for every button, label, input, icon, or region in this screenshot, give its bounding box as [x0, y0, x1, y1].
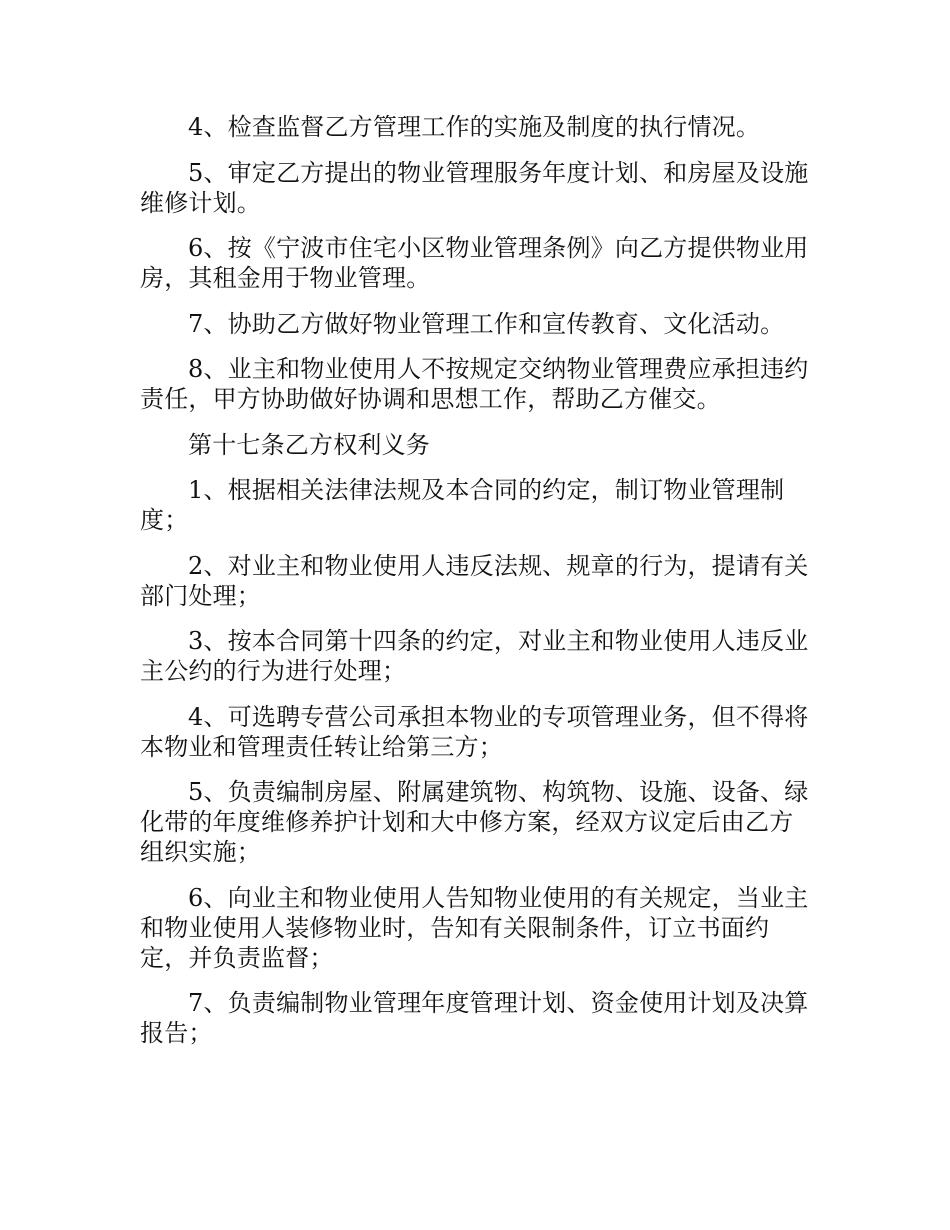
document-body: [140, 112, 810, 1064]
paragraph-party-b-right-1: 1、根据相关法律法规及本合同的约定，制订物业管理制度；: [140, 476, 785, 534]
paragraph-party-b-right-5: 5、负责编制房屋、附属建筑物、构筑物、设施、设备、绿化带的年度维修养护计划和大中修方案，经双方议定后由乙方组织实施；: [140, 778, 809, 866]
section-heading-article-17: 第十七条乙方权利义务: [188, 430, 430, 459]
paragraph-party-b-right-3: 3、按本合同第十四条的约定，对业主和物业使用人违反业主公约的行为进行处理；: [140, 627, 809, 685]
paragraph-owner-duty-5: 5、审定乙方提出的物业管理服务年度计划、和房屋及设施维修计划。: [140, 158, 809, 217]
paragraph-owner-duty-7: 7、协助乙方做好物业管理工作和宣传教育、文化活动。: [188, 309, 785, 338]
paragraph-owner-duty-4: 4、检查监督乙方管理工作的实施及制度的执行情况。: [188, 113, 761, 141]
paragraph-party-b-right-2: 2、对业主和物业使用人违反法规、规章的行为，提请有关部门处理；: [140, 551, 809, 610]
paragraph-party-b-right-4: 4、可选聘专营公司承担本物业的专项管理业务，但不得将本物业和管理责任转让给第三方；: [140, 702, 809, 761]
paragraph-party-b-right-6: 6、向业主和物业使用人告知物业使用的有关规定，当业主和物业使用人装修物业时，告知有关限制条件，订立书面约定，并负责监督；: [140, 883, 809, 972]
paragraph-owner-duty-8: 8、业主和物业使用人不按规定交纳物业管理费应承担违约责任，甲方协助做好协调和思想工作，帮助乙方催交。: [140, 355, 809, 413]
paragraph-party-b-right-7: 7、负责编制物业管理年度管理计划、资金使用计划及决算报告；: [140, 989, 809, 1047]
paragraph-owner-duty-6: 6、按《宁波市住宅小区物业管理条例》向乙方提供物业用房，其租金用于物业管理。: [140, 234, 809, 292]
